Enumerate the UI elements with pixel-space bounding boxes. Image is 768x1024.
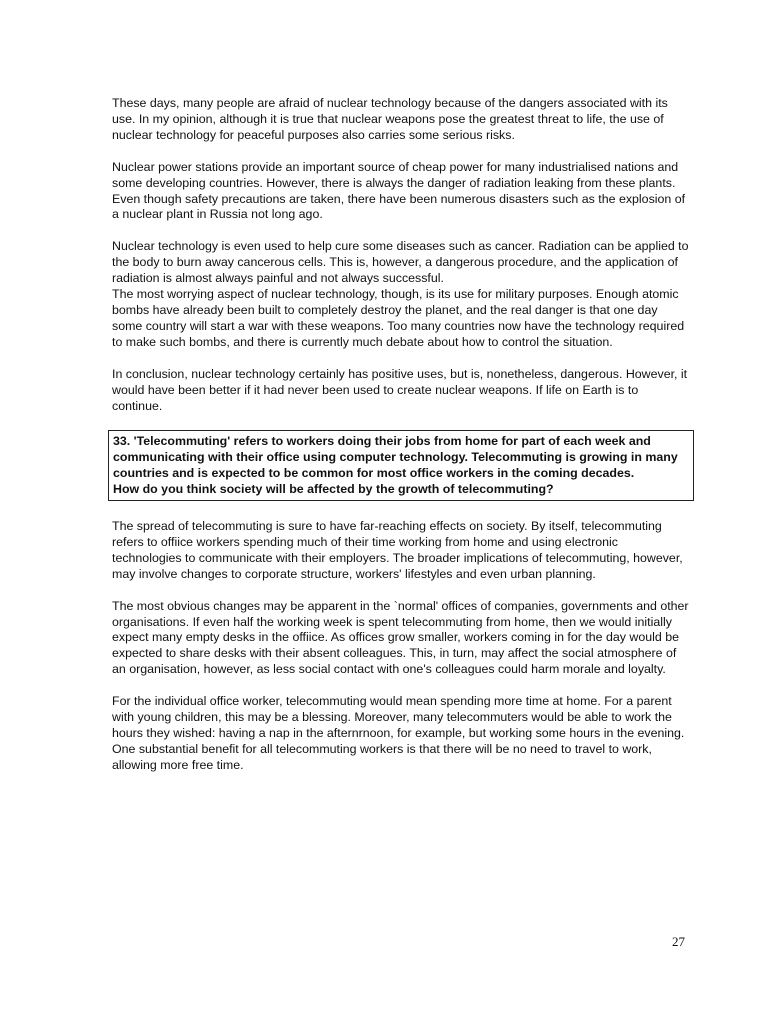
question-box	[108, 430, 694, 501]
essay-paragraph: Nuclear power stations provide an important source of cheap power for many industrialised nations and some developing countries. However, there is always the danger of radiation leaking from these plants. Even though safety precautions are taken, there have been numerous disasters such as the explosion of a nuclear plant in Russia not long ago.	[112, 159, 686, 222]
essay-paragraph: The most obvious changes may be apparent in the `normal' offices of companies, governments and other organisations. If even half the working week is spent telecommuting from home, then we would initially expect many empty desks in the offiice. As offices grow smaller, workers coming in for the day would be expected to share desks with their absent colleagues. This, in turn, may affect the social atmosphere of an organisation, however, as less social contact with one's colleagues could harm morale and loyalty.	[112, 598, 689, 677]
essay-paragraph: Nuclear technology is even used to help cure some diseases such as cancer. Radiation can be applied to the body to burn away cancerous cells. This is, however, a dangerous procedure, and the application of radiation is almost always painful and not always successful.	[112, 239, 689, 286]
question-ask: How do you think society will be affected by the growth of telecommuting?	[113, 482, 554, 497]
question-prompt: 33. 'Telecommuting' refers to workers doing their jobs from home for part of each week and communicating with their office using computer technology. Telecommuting is growing in many countries and is expected to be common for most office workers in the coming decades.	[113, 434, 678, 481]
essay-paragraph: In conclusion, nuclear technology certainly has positive uses, but is, nonetheless, dangerous. However, it would have been better if it had never been used to create nuclear weapons. If life on Earth is to continue.	[112, 366, 688, 413]
essay-paragraph: The most worrying aspect of nuclear technology, though, is its use for military purposes. Enough atomic bombs have already been built to completely destroy the planet, and the real danger is that one day some country will start a war with these weapons. Too many countries now have the technology required to make such bombs, and there is currently much debate about how to control the situation.	[112, 287, 685, 349]
essay-paragraph: These days, many people are afraid of nuclear technology because of the dangers associated with its use. In my opinion, although it is true that nuclear weapons pose the greatest threat to life, the use of nuclear technology for peaceful purposes also carries some serious risks.	[112, 96, 668, 142]
essay-paragraph: For the individual office worker, telecommuting would mean spending more time at home. For a parent with young children, this may be a blessing. Moreover, many telecommuters would be able to work the hours they wished: having a nap in the afternrnoon, for example, but working some hours in the evening. One substantial benefit for all telecommuting workers is that there will be no need to travel to work, allowing more free time.	[112, 694, 685, 772]
essay-paragraph: The spread of telecommuting is sure to have far-reaching effects on society. By itself, telecommuting refers to offiice workers spending much of their time working from home and using electronic technologies to communicate with their employers. The broader implications of telecommuting, however, may involve changes to corporate structure, workers' lifestyles and even urban planning.	[112, 519, 683, 581]
page-content	[112, 96, 690, 790]
page-number: 27	[672, 934, 685, 949]
